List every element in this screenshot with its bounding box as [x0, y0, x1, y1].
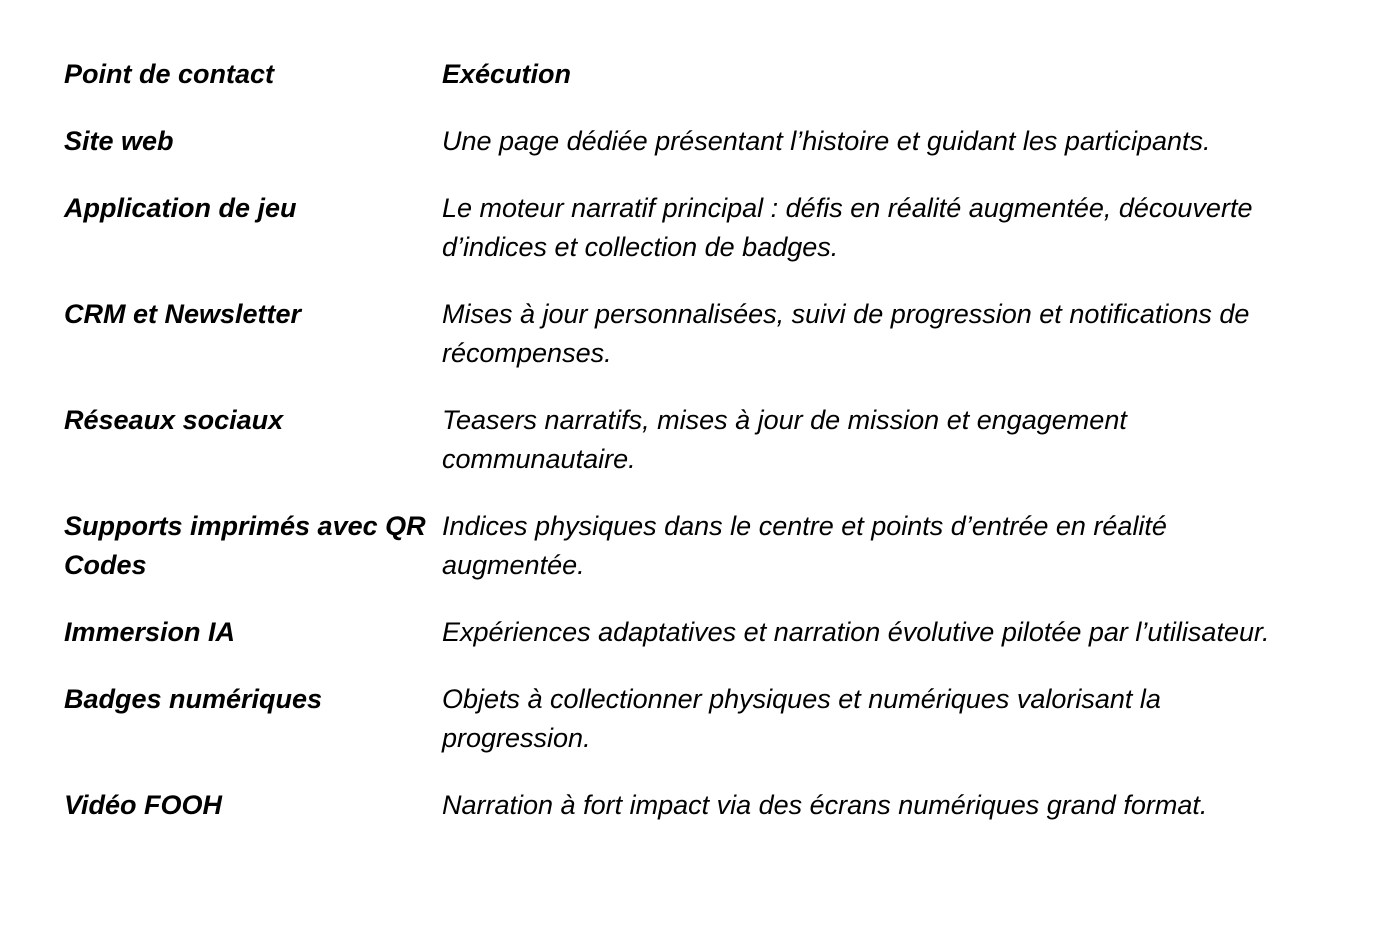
- table-row: [64, 786, 1364, 825]
- table-row: [64, 122, 1364, 161]
- row-value: Le moteur narratif principal : défis en réalité augmentée, découverte d’indices et collection de badges.: [442, 193, 1253, 262]
- row-value: Indices physiques dans le centre et points d’entrée en réalité augmentée.: [442, 511, 1167, 580]
- touchpoint-table: [64, 55, 1364, 825]
- table-row: [64, 507, 1364, 585]
- row-value: Objets à collectionner physiques et numériques valorisant la progression.: [442, 684, 1161, 753]
- row-key: CRM et Newsletter: [64, 299, 302, 329]
- row-key: Application de jeu: [64, 193, 297, 223]
- header-execution: Exécution: [442, 59, 572, 89]
- row-key: Badges numériques: [64, 684, 323, 714]
- table-header-row: [64, 55, 1364, 94]
- row-key: Site web: [64, 126, 174, 156]
- row-value: Mises à jour personnalisées, suivi de progression et notifications de récompenses.: [442, 299, 1250, 368]
- row-key: Supports imprimés avec QR Codes: [64, 511, 426, 580]
- row-key: Réseaux sociaux: [64, 405, 284, 435]
- table-row: [64, 295, 1364, 373]
- table-row: [64, 680, 1364, 758]
- table-row: [64, 613, 1364, 652]
- row-value: Narration à fort impact via des écrans numériques grand format.: [442, 790, 1208, 820]
- row-key: Vidéo FOOH: [64, 790, 223, 820]
- row-value: Une page dédiée présentant l’histoire et guidant les participants.: [442, 126, 1211, 156]
- table-row: [64, 401, 1364, 479]
- row-value: Teasers narratifs, mises à jour de mission et engagement communautaire.: [442, 405, 1127, 474]
- row-value: Expériences adaptatives et narration évolutive pilotée par l’utilisateur.: [442, 617, 1270, 647]
- header-touchpoint: Point de contact: [64, 59, 275, 89]
- table-row: [64, 189, 1364, 267]
- row-key: Immersion IA: [64, 617, 236, 647]
